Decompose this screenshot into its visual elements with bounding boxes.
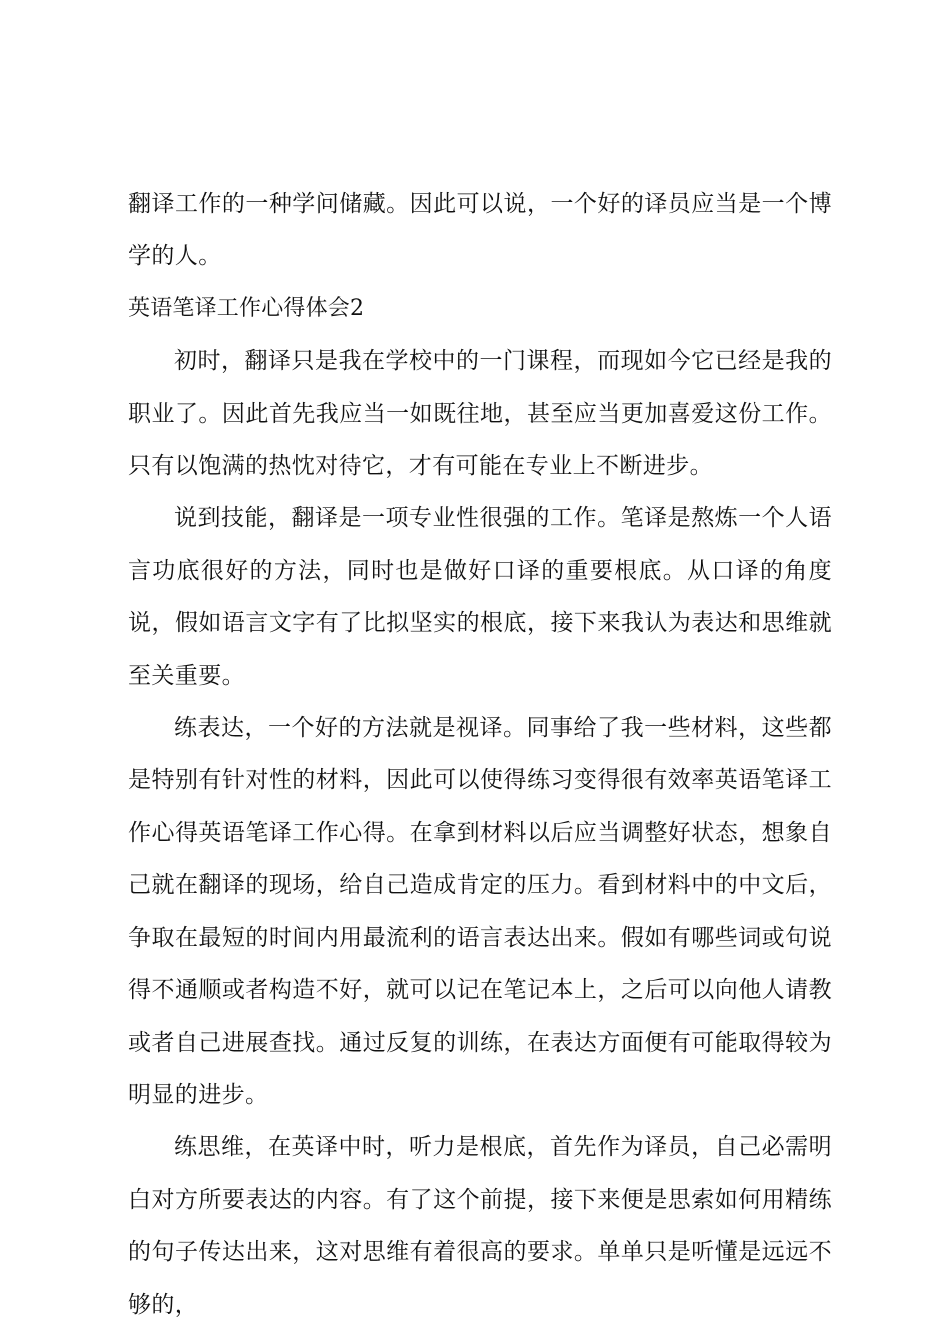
paragraph-3: 练表达，一个好的方法就是视译。同事给了我一些材料，这些都是特别有针对性的材料，因此可以使得练习变得很有效率英语笔译工作心得英语笔译工作心得。在拿到材料以后应当调整好状态，想象自己就在翻译的现场，给自己造成肯定的压力。看到材料中的中文后，争取在最短的时间内用最流利的语言表达出来。假如有哪些词或句说得不通顺或者构造不好，就可以记在笔记本上，之后可以向他人请教或者自己进展查找。通过反复的训练，在表达方面便有可能取得较为明显的进步。 — [128, 715, 832, 1108]
intro-paragraph: 翻译工作的一种学问储藏。因此可以说，一个好的译员应当是一个博学的人。 — [128, 191, 832, 270]
paragraph-4: 练思维，在英译中时，听力是根底，首先作为译员，自己必需明白对方所要表达的内容。有了这个前提，接下来便是思索如何用精练的句子传达出来，这对思维有着很高的要求。单单只是听懂是远远不够的， — [128, 1134, 832, 1318]
paragraph-1: 初时，翻译只是我在学校中的一门课程，而现如今它已经是我的职业了。因此首先我应当一如既往地，甚至应当更加喜爱这份工作。只有以饱满的热忱对待它，才有可能在专业上不断进步。 — [128, 348, 832, 480]
paragraph-2: 说到技能，翻译是一项专业性很强的工作。笔译是熬炼一个人语言功底很好的方法，同时也是做好口译的重要根底。从口译的角度说，假如语言文字有了比拟坚实的根底，接下来我认为表达和思维就至关重要。 — [128, 505, 832, 689]
document-body — [128, 178, 832, 1331]
section-heading: 英语笔译工作心得体会2 — [128, 295, 365, 321]
